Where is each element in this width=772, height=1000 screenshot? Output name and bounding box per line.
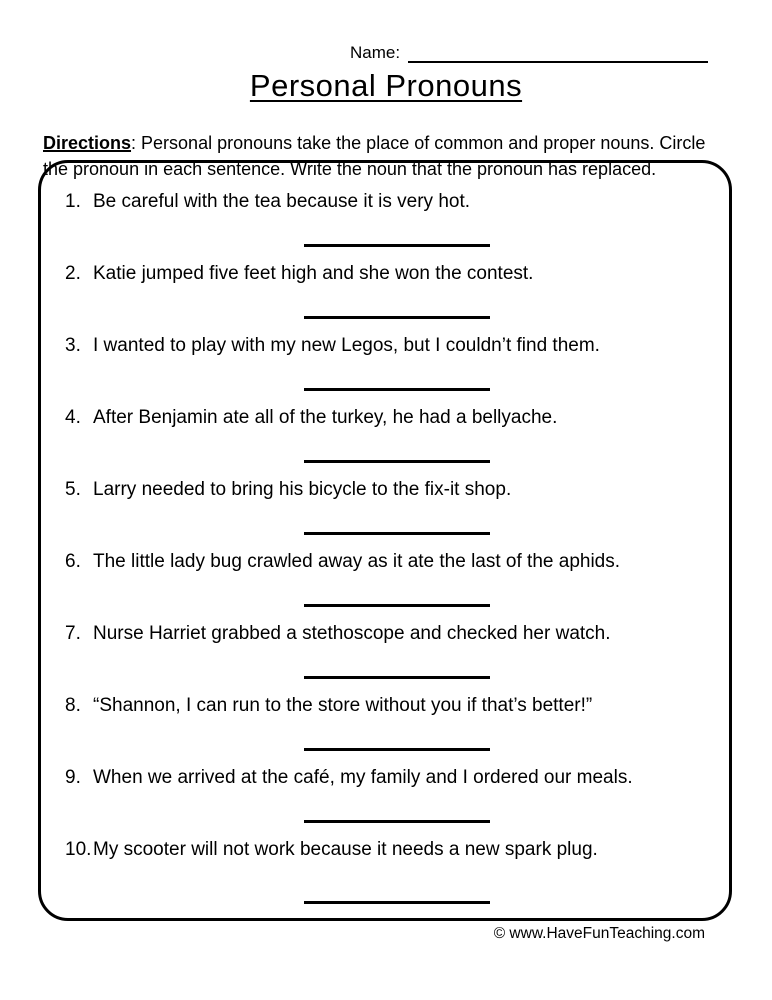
- item-text: When we arrived at the café, my family and I ordered our meals.: [93, 767, 633, 788]
- sentence-item: [65, 695, 709, 751]
- page-title: Personal Pronouns: [249, 68, 523, 103]
- item-text: I wanted to play with my new Legos, but I couldn’t find them.: [93, 335, 600, 356]
- sentence-item: [65, 839, 709, 904]
- answer-blank[interactable]: [304, 748, 490, 751]
- answer-blank[interactable]: [304, 820, 490, 823]
- answer-blank[interactable]: [304, 316, 490, 319]
- item-text: “Shannon, I can run to the store without you if that’s better!”: [93, 695, 593, 716]
- item-number: 3.: [65, 335, 81, 356]
- sentence: [65, 839, 709, 861]
- sentence-item: [65, 623, 709, 679]
- item-text: Katie jumped five feet high and she won the contest.: [93, 263, 534, 284]
- sentence: [65, 407, 709, 429]
- sentence: [65, 479, 709, 501]
- sentence: [65, 623, 709, 645]
- answer-blank[interactable]: [304, 388, 490, 391]
- item-number: 6.: [65, 551, 81, 572]
- item-number: 9.: [65, 767, 81, 788]
- directions-label: Directions: [43, 133, 132, 153]
- name-row: [350, 42, 708, 63]
- answer-blank[interactable]: [304, 532, 490, 535]
- answer-blank[interactable]: [304, 244, 490, 247]
- sentence: [65, 263, 709, 285]
- answer-blank[interactable]: [304, 460, 490, 463]
- item-number: 5.: [65, 479, 81, 500]
- name-input-line[interactable]: [408, 42, 708, 63]
- sentence: [65, 767, 709, 789]
- item-number: 7.: [65, 623, 81, 644]
- directions-text-line1: : Personal pronouns take the place of common and proper nouns. Circle: [131, 133, 706, 153]
- sentence-item: [65, 407, 709, 463]
- answer-blank[interactable]: [304, 604, 490, 607]
- sentence: [65, 191, 709, 213]
- item-text: Larry needed to bring his bicycle to the fix-it shop.: [93, 479, 512, 500]
- sentence-item: [65, 191, 709, 247]
- item-number: 4.: [65, 407, 81, 428]
- item-number: 10.: [65, 839, 92, 860]
- item-number: 8.: [65, 695, 81, 716]
- item-number: 1.: [65, 191, 81, 212]
- worksheet-box: [38, 160, 732, 921]
- sentence: [65, 335, 709, 357]
- item-text: After Benjamin ate all of the turkey, he had a bellyache.: [93, 407, 558, 428]
- sentence-list: [65, 191, 709, 904]
- sentence: [65, 695, 709, 717]
- answer-blank[interactable]: [304, 676, 490, 679]
- name-label: Name:: [350, 43, 401, 62]
- answer-blank[interactable]: [304, 901, 490, 904]
- item-text: Be careful with the tea because it is very hot.: [93, 191, 471, 212]
- sentence-item: [65, 479, 709, 535]
- sentence: [65, 551, 709, 573]
- item-text: The little lady bug crawled away as it ate the last of the aphids.: [93, 551, 621, 572]
- sentence-item: [65, 767, 709, 823]
- sentence-item: [65, 551, 709, 607]
- directions-text-line2: the pronoun in each sentence. Write the noun that the pronoun has replaced.: [43, 159, 657, 179]
- item-text: Nurse Harriet grabbed a stethoscope and checked her watch.: [93, 623, 611, 644]
- item-number: 2.: [65, 263, 81, 284]
- footer-credit: © www.HaveFunTeaching.com: [493, 925, 705, 942]
- sentence-item: [65, 263, 709, 319]
- sentence-item: [65, 335, 709, 391]
- item-text: My scooter will not work because it needs a new spark plug.: [93, 839, 598, 860]
